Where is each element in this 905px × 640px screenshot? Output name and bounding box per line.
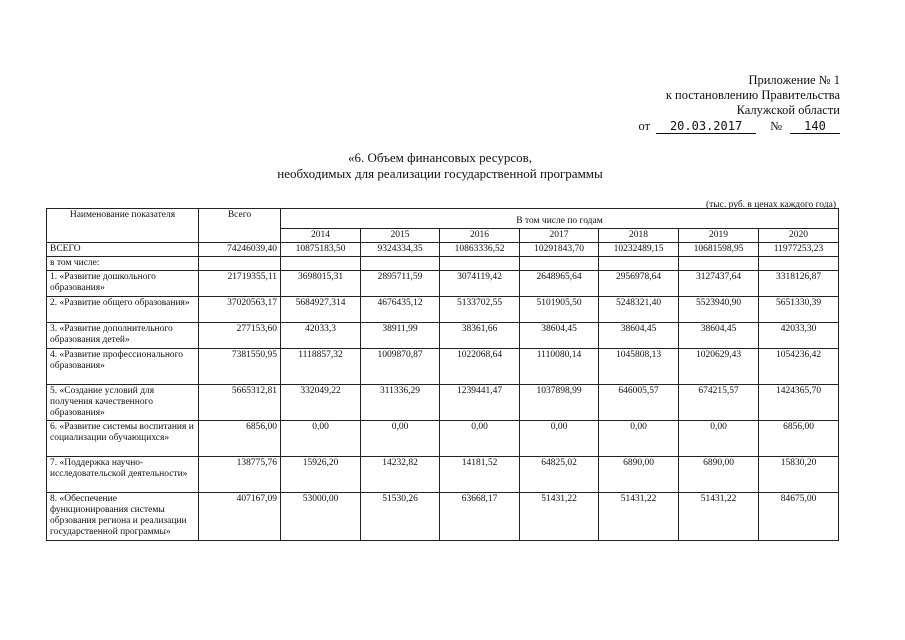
table-row (47, 323, 839, 349)
row-year-value: 2648965,64 (520, 271, 599, 297)
column-header-year: 2014 (281, 229, 361, 243)
row-year-value: 64825,02 (520, 457, 599, 493)
row-year-value: 1037898,99 (520, 385, 599, 421)
row-year-value: 5133702,55 (440, 297, 520, 323)
column-header-name: Наименование показателя (47, 209, 199, 243)
column-header-year: 2017 (520, 229, 599, 243)
row-name: 2. «Развитие общего образования» (47, 297, 199, 323)
table-row (47, 349, 839, 385)
row-year-value: 3127437,64 (679, 271, 759, 297)
row-year-value: 42033,30 (759, 323, 839, 349)
column-header-year: 2020 (759, 229, 839, 243)
resolution-label: к постановлению Правительства (665, 88, 840, 102)
row-year-value: 1424365,70 (759, 385, 839, 421)
row-year-value (440, 257, 520, 271)
row-year-value: 51431,22 (520, 493, 599, 541)
row-year-value: 1054236,42 (759, 349, 839, 385)
column-header-year: 2016 (440, 229, 520, 243)
table-row (47, 421, 839, 457)
row-year-value: 9324334,35 (361, 243, 440, 257)
row-year-value: 1045808,13 (599, 349, 679, 385)
row-year-value: 6856,00 (759, 421, 839, 457)
row-year-value: 14181,52 (440, 457, 520, 493)
row-year-value (281, 257, 361, 271)
row-year-value: 38604,45 (679, 323, 759, 349)
table-row (47, 257, 839, 271)
unit-note: (тыс. руб. в ценах каждого года) (705, 200, 836, 210)
row-year-value: 0,00 (520, 421, 599, 457)
row-year-value: 6890,00 (599, 457, 679, 493)
row-year-value: 1118857,32 (281, 349, 361, 385)
row-year-value: 10863336,52 (440, 243, 520, 257)
row-year-value: 0,00 (440, 421, 520, 457)
row-year-value: 84675,00 (759, 493, 839, 541)
date-prefix: от (638, 119, 651, 133)
row-year-value: 646005,57 (599, 385, 679, 421)
financing-table (46, 208, 839, 541)
column-header-year: 2015 (361, 229, 440, 243)
row-name: ВСЕГО (47, 243, 199, 257)
row-year-value: 2895711,59 (361, 271, 440, 297)
row-year-value: 3698015,31 (281, 271, 361, 297)
table-row (47, 243, 839, 257)
row-year-value: 0,00 (679, 421, 759, 457)
row-year-value: 1022068,64 (440, 349, 520, 385)
row-year-value: 332049,22 (281, 385, 361, 421)
row-year-value: 51530,26 (361, 493, 440, 541)
row-year-value: 6890,00 (679, 457, 759, 493)
date-number-line (600, 119, 840, 134)
title-line-2: необходимых для реализации государственной программы (277, 166, 603, 181)
document-title (240, 150, 640, 182)
table-row (47, 385, 839, 421)
table-row (47, 493, 839, 541)
row-year-value: 38911,99 (361, 323, 440, 349)
row-year-value (361, 257, 440, 271)
table-row (47, 271, 839, 297)
resolution-number: 140 (790, 120, 840, 134)
row-year-value (679, 257, 759, 271)
row-year-value: 15926,20 (281, 457, 361, 493)
region-label: Калужской области (736, 103, 840, 117)
row-name: 5. «Создание условий для получения качественного образования» (47, 385, 199, 421)
row-year-value: 51431,22 (679, 493, 759, 541)
row-name: 4. «Развитие профессионального образования» (47, 349, 199, 385)
row-year-value: 1239441,47 (440, 385, 520, 421)
row-name: 7. «Поддержка научно-исследовательской деятельности» (47, 457, 199, 493)
row-year-value: 38604,45 (520, 323, 599, 349)
row-year-value: 1020629,43 (679, 349, 759, 385)
row-year-value: 3318126,87 (759, 271, 839, 297)
row-year-value: 38361,66 (440, 323, 520, 349)
table-row (47, 297, 839, 323)
column-header-years-group: В том числе по годам (281, 209, 839, 229)
row-name: 8. «Обеспечение функционирования системы обрзования региона и реализации государственной программы» (47, 493, 199, 541)
row-year-value: 1009870,87 (361, 349, 440, 385)
row-year-value: 0,00 (281, 421, 361, 457)
row-total: 138775,76 (199, 457, 281, 493)
table-row (47, 457, 839, 493)
row-year-value: 0,00 (599, 421, 679, 457)
number-prefix: № (770, 119, 782, 133)
row-year-value: 0,00 (361, 421, 440, 457)
row-year-value: 10681598,95 (679, 243, 759, 257)
row-total: 407167,09 (199, 493, 281, 541)
resolution-date: 20.03.2017 (656, 120, 756, 134)
appendix-header (600, 73, 840, 134)
row-name: 6. «Развитие системы воспитания и социализации обучающихся» (47, 421, 199, 457)
row-year-value (759, 257, 839, 271)
column-header-total: Всего (199, 209, 281, 243)
row-year-value: 63668,17 (440, 493, 520, 541)
appendix-label: Приложение № 1 (748, 73, 840, 87)
row-total: 37020563,17 (199, 297, 281, 323)
row-year-value: 15830,20 (759, 457, 839, 493)
row-year-value: 1110080,14 (520, 349, 599, 385)
row-year-value (520, 257, 599, 271)
column-header-year: 2018 (599, 229, 679, 243)
row-year-value: 5523940,90 (679, 297, 759, 323)
row-year-value: 3074119,42 (440, 271, 520, 297)
row-year-value: 14232,82 (361, 457, 440, 493)
row-year-value: 4676435,12 (361, 297, 440, 323)
row-year-value: 2956978,64 (599, 271, 679, 297)
row-year-value: 53000,00 (281, 493, 361, 541)
row-name: 3. «Развитие дополнительного образования детей» (47, 323, 199, 349)
row-total: 7381550,95 (199, 349, 281, 385)
row-year-value: 10291843,70 (520, 243, 599, 257)
row-total: 6856,00 (199, 421, 281, 457)
row-year-value: 42033,3 (281, 323, 361, 349)
row-total: 21719355,11 (199, 271, 281, 297)
row-year-value: 38604,45 (599, 323, 679, 349)
row-year-value: 5101905,50 (520, 297, 599, 323)
row-total (199, 257, 281, 271)
row-total: 5665312,81 (199, 385, 281, 421)
row-year-value: 10232489,15 (599, 243, 679, 257)
row-total: 74246039,40 (199, 243, 281, 257)
row-year-value: 674215,57 (679, 385, 759, 421)
row-year-value: 5651330,39 (759, 297, 839, 323)
row-year-value: 5248321,40 (599, 297, 679, 323)
row-total: 277153,60 (199, 323, 281, 349)
row-year-value: 5684927,314 (281, 297, 361, 323)
column-header-year: 2019 (679, 229, 759, 243)
row-name: в том числе: (47, 257, 199, 271)
row-year-value: 311336,29 (361, 385, 440, 421)
row-year-value: 10875183,50 (281, 243, 361, 257)
title-line-1: «6. Объем финансовых ресурсов, (348, 150, 532, 165)
row-year-value: 11977253,23 (759, 243, 839, 257)
row-year-value: 51431,22 (599, 493, 679, 541)
row-year-value (599, 257, 679, 271)
row-name: 1. «Развитие дошкольного образования» (47, 271, 199, 297)
